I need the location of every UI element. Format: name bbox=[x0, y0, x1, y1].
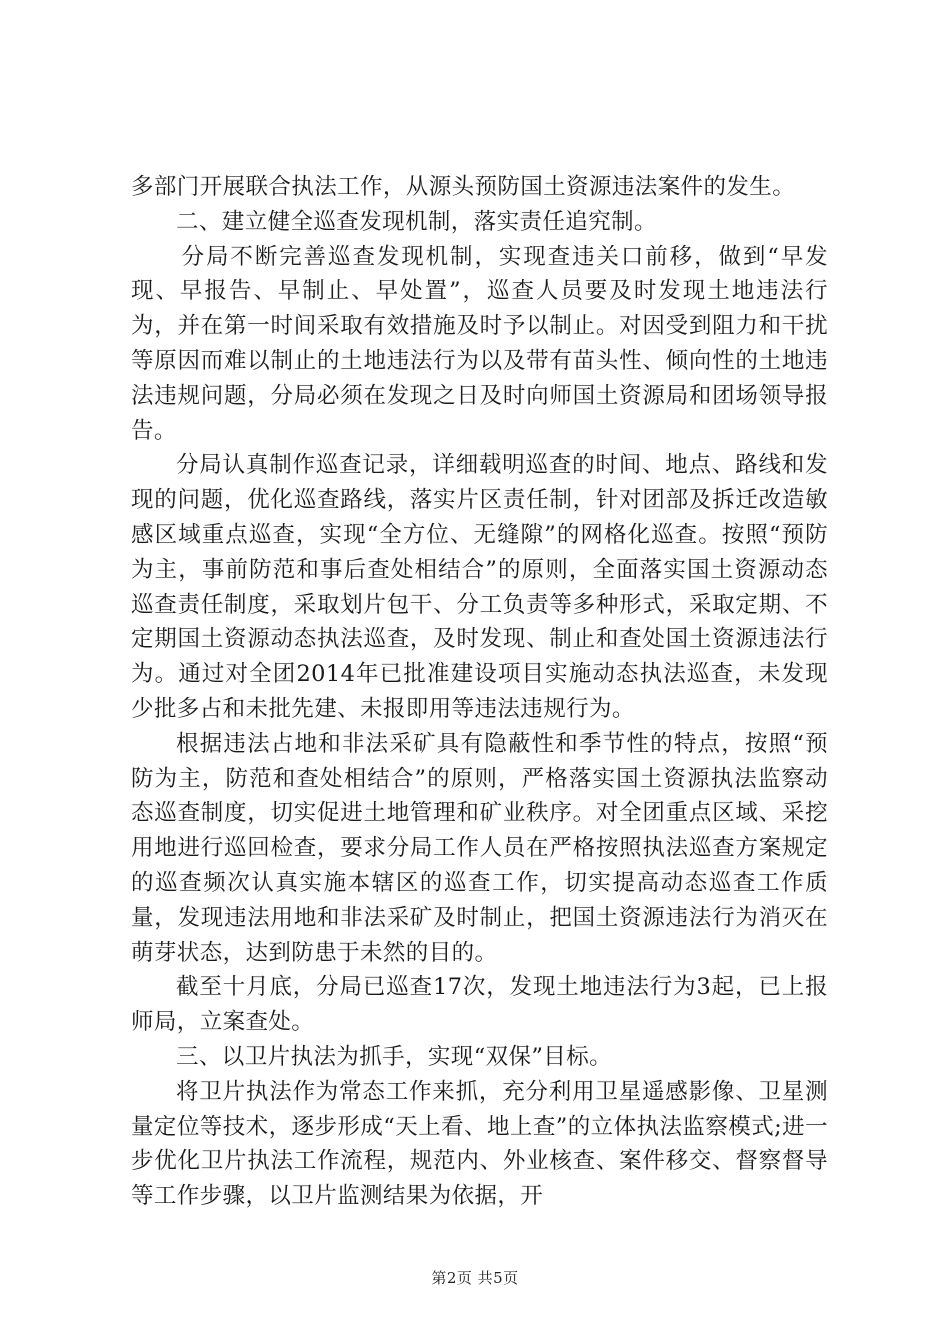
section-heading-3: 三、以卫片执法为抓手，实现“双保”目标。 bbox=[176, 1043, 613, 1070]
page-footer: 第2页 共5页 bbox=[431, 1269, 519, 1287]
paragraph-continuation: 多部门开展联合执法工作，从源头预防国土资源违法案件的发生。 bbox=[131, 174, 796, 200]
paragraph-statistics: 截至十月底，分局已巡查17次，发现土地违法行为3起，已上报师局，立案查处。 bbox=[131, 974, 828, 1036]
section-heading-2: 二、建立健全巡查发现机制，落实责任追究制。 bbox=[176, 208, 657, 235]
document-body bbox=[131, 170, 828, 1214]
paragraph-satellite-enforcement: 将卫片执法作为常态工作来抓，充分利用卫星遥感影像、卫星测量定位等技术，逐步形成“天上看、地上查”的立体执法监察模式;进一步优化卫片执法工作流程，规范内、外业核查、案件移交、督察督导等工作步骤，以卫片监测结果为依据，开 bbox=[131, 1078, 828, 1210]
paragraph-patrol-records: 分局认真制作巡查记录，详细载明巡查的时间、地点、路线和发现的问题，优化巡查路线，落实片区责任制，针对团部及拆迁改造敏感区域重点巡查，实现“全方位、无缝隙”的网格化巡查。按照“预防为主，事前防范和事后查处相结合”的原则，全面落实国土资源动态巡查责任制度，采取划片包干、分工负责等多种形式，采取定期、不定期国土资源动态执法巡查，及时发现、制止和查处国土资源违法行为。通过对全团2014年已批准建设项目实施动态执法巡查，未发现少批多占和未批先建、未报即用等违法违规行为。 bbox=[131, 452, 828, 722]
paragraph-patrol-mechanism: 分局不断完善巡查发现机制，实现查违关口前移，做到“早发现、早报告、早制止、早处置”，巡查人员要及时发现土地违法行为，并在第一时间采取有效措施及时予以制止。对因受到阻力和干扰等原因而难以制止的土地违法行为以及带有苗头性、倾向性的土地违法违规问题，分局必须在发现之日及时向师国土资源局和团场领导报告。 bbox=[131, 243, 828, 444]
paragraph-illegal-mining: 根据违法占地和非法采矿具有隐蔽性和季节性的特点，按照“预防为主，防范和查处相结合”的原则，严格落实国土资源执法监察动态巡查制度，切实促进土地管理和矿业秩序。对全团重点区域、采挖用地进行巡回检查，要求分局工作人员在严格按照执法巡查方案规定的巡查频次认真实施本辖区的巡查工作，切实提高动态巡查工作质量，发现违法用地和非法采矿及时制止，把国土资源违法行为消灭在萌芽状态，达到防患于未然的目的。 bbox=[131, 730, 828, 966]
